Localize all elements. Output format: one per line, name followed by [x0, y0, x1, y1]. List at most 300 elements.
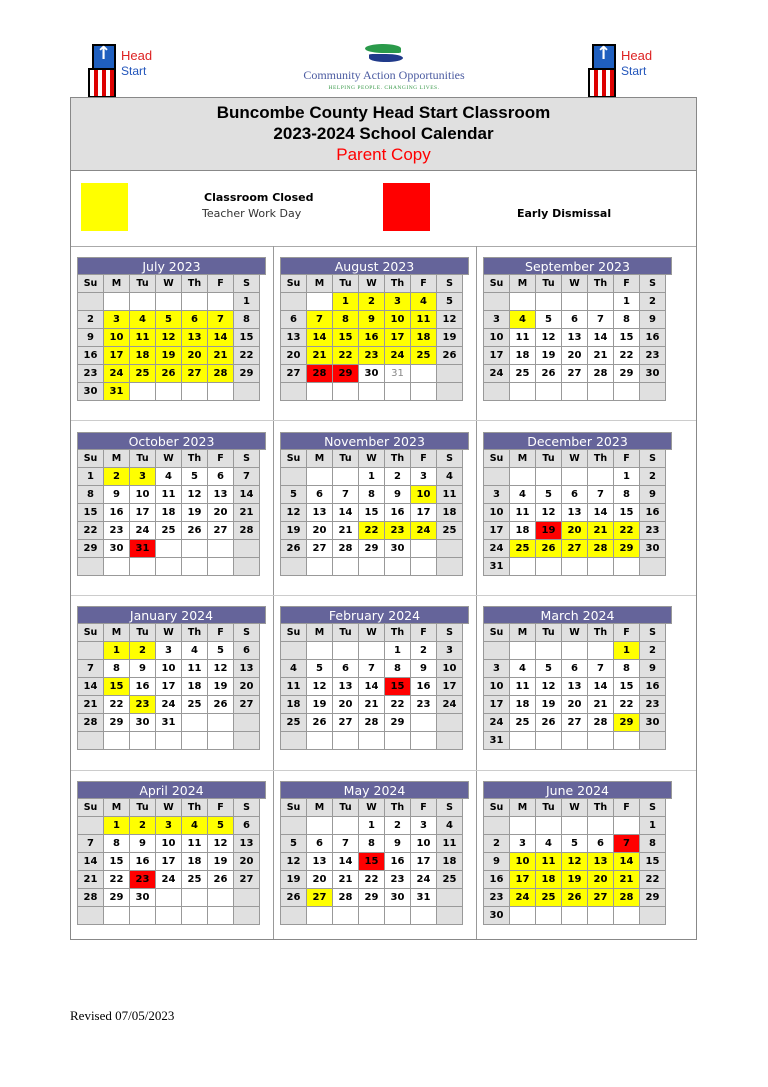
- day-cell: 10: [436, 659, 463, 678]
- day-cell: 30: [639, 539, 666, 558]
- weekday-label: W: [561, 449, 588, 468]
- day-cell: 14: [332, 852, 359, 871]
- day-cell: 19: [535, 521, 562, 540]
- day-cell: 24: [155, 870, 182, 889]
- day-cell: 7: [77, 834, 104, 853]
- empty-cell: [233, 713, 260, 732]
- week-row: [280, 889, 469, 907]
- empty-cell: [509, 906, 536, 925]
- empty-cell: [129, 557, 156, 576]
- weekday-label: M: [509, 449, 536, 468]
- day-cell: 29: [639, 888, 666, 907]
- day-cell: 7: [587, 310, 614, 329]
- day-cell: 2: [129, 641, 156, 660]
- day-cell: 4: [436, 467, 463, 486]
- weekday-label: M: [509, 274, 536, 293]
- empty-cell: [535, 382, 562, 401]
- week-row: [483, 696, 672, 714]
- early-swatch: [383, 183, 430, 231]
- month-calendar: [77, 606, 266, 750]
- month-title: December 2023: [483, 432, 672, 450]
- day-cell: 14: [358, 677, 385, 696]
- day-cell: 28: [332, 888, 359, 907]
- day-cell: 22: [613, 521, 640, 540]
- day-cell: 29: [613, 364, 640, 383]
- day-cell: 12: [535, 503, 562, 522]
- week-row: [77, 732, 266, 750]
- week-row: [77, 817, 266, 835]
- stripes-block-icon: [88, 68, 116, 98]
- day-cell: 3: [129, 467, 156, 486]
- week-row: [77, 678, 266, 696]
- day-cell: 6: [233, 816, 260, 835]
- day-cell: 17: [483, 346, 510, 365]
- week-row: [280, 871, 469, 889]
- day-cell: 16: [77, 346, 104, 365]
- day-cell: 12: [207, 659, 234, 678]
- weekday-label: W: [358, 449, 385, 468]
- week-row: [77, 504, 266, 522]
- week-row: [280, 329, 469, 347]
- day-cell: 24: [155, 695, 182, 714]
- weekday-label: F: [207, 449, 234, 468]
- empty-cell: [280, 641, 307, 660]
- week-row: [483, 540, 672, 558]
- day-cell: 20: [561, 346, 588, 365]
- day-cell: 11: [129, 328, 156, 347]
- empty-cell: [306, 382, 333, 401]
- empty-cell: [410, 713, 437, 732]
- day-cell: 21: [332, 870, 359, 889]
- empty-cell: [535, 467, 562, 486]
- weekday-row: [483, 624, 672, 642]
- month-title: September 2023: [483, 257, 672, 275]
- weekday-row: [77, 275, 266, 293]
- day-cell: 5: [306, 659, 333, 678]
- day-cell: 13: [587, 852, 614, 871]
- week-row: [483, 817, 672, 835]
- day-cell: 29: [613, 713, 640, 732]
- week-row: [77, 311, 266, 329]
- day-cell: 2: [384, 816, 411, 835]
- weekday-label: Su: [77, 798, 104, 817]
- weekday-label: W: [155, 274, 182, 293]
- empty-cell: [306, 816, 333, 835]
- empty-cell: [535, 816, 562, 835]
- week-row: [483, 522, 672, 540]
- empty-cell: [306, 557, 333, 576]
- day-cell: 16: [639, 677, 666, 696]
- day-cell: 18: [181, 677, 208, 696]
- day-cell: 18: [280, 695, 307, 714]
- empty-cell: [483, 292, 510, 311]
- day-cell: 11: [436, 485, 463, 504]
- day-cell: 28: [358, 713, 385, 732]
- day-cell: 27: [306, 888, 333, 907]
- empty-cell: [561, 467, 588, 486]
- day-cell: 23: [129, 870, 156, 889]
- empty-cell: [181, 382, 208, 401]
- day-cell: 11: [280, 677, 307, 696]
- weekday-label: Th: [181, 623, 208, 642]
- week-row: [280, 311, 469, 329]
- day-cell: 23: [483, 888, 510, 907]
- head-start-logo-right: [588, 42, 668, 102]
- weekday-row: [483, 450, 672, 468]
- weekday-label: S: [436, 798, 463, 817]
- weekday-label: Th: [384, 449, 411, 468]
- week-row: [483, 835, 672, 853]
- empty-cell: [483, 382, 510, 401]
- day-cell: 25: [509, 364, 536, 383]
- day-cell: 12: [535, 328, 562, 347]
- day-cell: 14: [587, 677, 614, 696]
- empty-cell: [181, 292, 208, 311]
- empty-cell: [436, 364, 463, 383]
- empty-cell: [410, 539, 437, 558]
- empty-cell: [207, 292, 234, 311]
- day-cell: 17: [410, 503, 437, 522]
- day-cell: 7: [306, 310, 333, 329]
- day-cell: 28: [207, 364, 234, 383]
- arrow-block-icon: [92, 44, 116, 70]
- empty-cell: [306, 641, 333, 660]
- day-cell: 24: [129, 521, 156, 540]
- day-cell: 27: [561, 539, 588, 558]
- empty-cell: [155, 292, 182, 311]
- weekday-label: S: [639, 798, 666, 817]
- empty-cell: [233, 906, 260, 925]
- week-row: [483, 293, 672, 311]
- day-cell: 15: [384, 677, 411, 696]
- copy-type: Parent Copy: [336, 145, 431, 164]
- day-cell: 14: [233, 485, 260, 504]
- empty-cell: [155, 888, 182, 907]
- day-cell: 24: [103, 364, 130, 383]
- day-cell: 20: [233, 852, 260, 871]
- day-cell: 1: [103, 641, 130, 660]
- month-calendar: [77, 257, 266, 401]
- day-cell: 5: [280, 485, 307, 504]
- empty-cell: [332, 557, 359, 576]
- weekday-label: W: [561, 798, 588, 817]
- day-cell: 26: [306, 713, 333, 732]
- weekday-label: M: [306, 798, 333, 817]
- day-cell: 28: [233, 521, 260, 540]
- empty-cell: [233, 382, 260, 401]
- empty-cell: [280, 292, 307, 311]
- day-cell: 14: [207, 328, 234, 347]
- day-cell: 10: [483, 503, 510, 522]
- week-row: [483, 558, 672, 576]
- empty-cell: [410, 557, 437, 576]
- empty-cell: [207, 906, 234, 925]
- day-cell: 3: [483, 310, 510, 329]
- empty-cell: [535, 906, 562, 925]
- day-cell: 20: [233, 677, 260, 696]
- day-cell: 4: [509, 485, 536, 504]
- empty-cell: [384, 557, 411, 576]
- empty-cell: [332, 641, 359, 660]
- day-cell: 26: [155, 364, 182, 383]
- empty-cell: [181, 906, 208, 925]
- day-cell: 3: [155, 816, 182, 835]
- month-calendar: [77, 432, 266, 576]
- day-cell: 6: [306, 834, 333, 853]
- day-cell: 19: [280, 870, 307, 889]
- day-cell: 19: [535, 346, 562, 365]
- day-cell: 2: [639, 292, 666, 311]
- day-cell: 12: [280, 503, 307, 522]
- week-row: [483, 732, 672, 750]
- day-cell: 19: [207, 852, 234, 871]
- week-row: [483, 871, 672, 889]
- week-row: [77, 365, 266, 383]
- empty-cell: [181, 557, 208, 576]
- empty-cell: [207, 888, 234, 907]
- day-cell: 29: [103, 713, 130, 732]
- day-cell: 23: [639, 521, 666, 540]
- weekday-label: Th: [587, 798, 614, 817]
- weekday-label: Tu: [535, 449, 562, 468]
- week-row: [483, 329, 672, 347]
- weekday-label: F: [410, 623, 437, 642]
- day-cell: 22: [358, 870, 385, 889]
- day-cell: 7: [77, 659, 104, 678]
- day-cell: 1: [233, 292, 260, 311]
- day-cell: 29: [103, 888, 130, 907]
- weekday-label: Th: [181, 449, 208, 468]
- month-title: June 2024: [483, 781, 672, 799]
- week-row: [77, 522, 266, 540]
- weekday-label: F: [207, 274, 234, 293]
- week-row: [280, 293, 469, 311]
- weekday-label: S: [639, 623, 666, 642]
- week-row: [483, 853, 672, 871]
- week-row: [77, 714, 266, 732]
- day-cell: 3: [483, 485, 510, 504]
- day-cell: 26: [181, 521, 208, 540]
- day-cell: 18: [155, 503, 182, 522]
- week-row: [77, 642, 266, 660]
- weekday-label: Tu: [129, 623, 156, 642]
- weekday-label: Tu: [535, 623, 562, 642]
- week-row: [280, 835, 469, 853]
- day-cell: 5: [535, 485, 562, 504]
- day-cell: 10: [509, 852, 536, 871]
- day-cell: 25: [181, 870, 208, 889]
- weekday-label: Su: [483, 449, 510, 468]
- weekday-label: S: [233, 798, 260, 817]
- day-cell: 20: [561, 695, 588, 714]
- day-cell: 21: [587, 521, 614, 540]
- day-cell: 23: [103, 521, 130, 540]
- day-cell: 31: [155, 713, 182, 732]
- day-cell: 30: [639, 364, 666, 383]
- weekday-label: F: [207, 798, 234, 817]
- day-cell: 8: [103, 834, 130, 853]
- day-cell: 3: [103, 310, 130, 329]
- day-cell: 1: [613, 292, 640, 311]
- day-cell: 13: [280, 328, 307, 347]
- day-cell: 24: [483, 364, 510, 383]
- day-cell: 22: [103, 695, 130, 714]
- day-cell: 16: [410, 677, 437, 696]
- empty-cell: [77, 641, 104, 660]
- empty-cell: [535, 557, 562, 576]
- day-cell: 25: [436, 870, 463, 889]
- empty-cell: [207, 382, 234, 401]
- empty-cell: [410, 382, 437, 401]
- empty-cell: [384, 382, 411, 401]
- empty-cell: [207, 731, 234, 750]
- day-cell: 14: [613, 852, 640, 871]
- day-cell: 26: [535, 364, 562, 383]
- day-cell: 9: [639, 485, 666, 504]
- weekday-label: S: [639, 274, 666, 293]
- day-cell: 15: [639, 852, 666, 871]
- week-row: [77, 540, 266, 558]
- day-cell: 11: [436, 834, 463, 853]
- week-row: [77, 696, 266, 714]
- day-cell: 6: [561, 659, 588, 678]
- day-cell: 22: [103, 870, 130, 889]
- empty-cell: [436, 731, 463, 750]
- empty-cell: [129, 382, 156, 401]
- day-cell: 27: [233, 870, 260, 889]
- day-cell: 30: [77, 382, 104, 401]
- day-cell: 22: [358, 521, 385, 540]
- empty-cell: [358, 731, 385, 750]
- empty-cell: [436, 539, 463, 558]
- weekday-label: M: [103, 623, 130, 642]
- day-cell: 29: [358, 539, 385, 558]
- empty-cell: [155, 382, 182, 401]
- day-cell: 23: [358, 346, 385, 365]
- day-cell: 13: [561, 328, 588, 347]
- empty-cell: [306, 292, 333, 311]
- day-cell: 29: [613, 539, 640, 558]
- week-row: [77, 835, 266, 853]
- day-cell: 9: [639, 310, 666, 329]
- day-cell: 24: [410, 521, 437, 540]
- day-cell: 26: [535, 539, 562, 558]
- day-cell: 17: [509, 870, 536, 889]
- weekday-label: F: [613, 449, 640, 468]
- week-row: [77, 871, 266, 889]
- day-cell: 9: [384, 485, 411, 504]
- day-cell: 1: [613, 467, 640, 486]
- day-cell: 26: [561, 888, 588, 907]
- day-cell: 8: [639, 834, 666, 853]
- day-cell: 3: [436, 641, 463, 660]
- day-cell: 26: [280, 539, 307, 558]
- day-cell: 13: [306, 852, 333, 871]
- day-cell: 10: [155, 834, 182, 853]
- month-title: March 2024: [483, 606, 672, 624]
- day-cell: 21: [587, 695, 614, 714]
- week-row: [280, 347, 469, 365]
- month-title: May 2024: [280, 781, 469, 799]
- day-cell: 27: [561, 364, 588, 383]
- weekday-label: Th: [384, 623, 411, 642]
- month-title: July 2023: [77, 257, 266, 275]
- week-row: [77, 486, 266, 504]
- weekday-row: [280, 624, 469, 642]
- weekday-label: W: [155, 798, 182, 817]
- empty-cell: [181, 713, 208, 732]
- day-cell: 27: [181, 364, 208, 383]
- day-cell: 4: [129, 310, 156, 329]
- day-cell: 9: [358, 310, 385, 329]
- day-cell: 2: [410, 641, 437, 660]
- empty-cell: [436, 888, 463, 907]
- empty-cell: [509, 382, 536, 401]
- day-cell: 6: [181, 310, 208, 329]
- day-cell: 17: [155, 852, 182, 871]
- week-row: [280, 522, 469, 540]
- day-cell: 11: [509, 677, 536, 696]
- day-cell: 28: [587, 713, 614, 732]
- day-cell: 7: [587, 485, 614, 504]
- revision-date: Revised 07/05/2023: [70, 1008, 175, 1023]
- weekday-label: M: [509, 798, 536, 817]
- empty-cell: [332, 816, 359, 835]
- day-cell: 28: [587, 539, 614, 558]
- cao-logo: [284, 44, 484, 91]
- empty-cell: [181, 731, 208, 750]
- day-cell: 19: [155, 346, 182, 365]
- empty-cell: [587, 382, 614, 401]
- weekday-label: W: [155, 623, 182, 642]
- day-cell: 15: [358, 852, 385, 871]
- day-cell: 24: [436, 695, 463, 714]
- month-calendar: [77, 781, 266, 925]
- empty-cell: [561, 816, 588, 835]
- day-cell: 26: [436, 346, 463, 365]
- calendar-frame: [70, 97, 697, 940]
- day-cell: 5: [207, 641, 234, 660]
- empty-cell: [77, 557, 104, 576]
- day-cell: 31: [483, 731, 510, 750]
- weekday-row: [77, 624, 266, 642]
- empty-cell: [207, 557, 234, 576]
- day-cell: 7: [332, 834, 359, 853]
- empty-cell: [233, 731, 260, 750]
- weekday-label: S: [233, 449, 260, 468]
- weekday-label: Su: [77, 623, 104, 642]
- day-cell: 24: [483, 713, 510, 732]
- day-cell: 15: [613, 503, 640, 522]
- day-cell: 23: [639, 346, 666, 365]
- empty-cell: [155, 731, 182, 750]
- day-cell: 20: [306, 870, 333, 889]
- day-cell: 6: [207, 467, 234, 486]
- day-cell: 16: [639, 328, 666, 347]
- day-cell: 29: [358, 888, 385, 907]
- day-cell: 15: [613, 677, 640, 696]
- month-title: February 2024: [280, 606, 469, 624]
- empty-cell: [613, 382, 640, 401]
- day-cell: 20: [587, 870, 614, 889]
- day-cell: 11: [181, 659, 208, 678]
- empty-cell: [306, 731, 333, 750]
- weekday-label: M: [103, 449, 130, 468]
- day-cell: 28: [306, 364, 333, 383]
- day-cell: 24: [483, 539, 510, 558]
- empty-cell: [103, 731, 130, 750]
- day-cell: 7: [332, 485, 359, 504]
